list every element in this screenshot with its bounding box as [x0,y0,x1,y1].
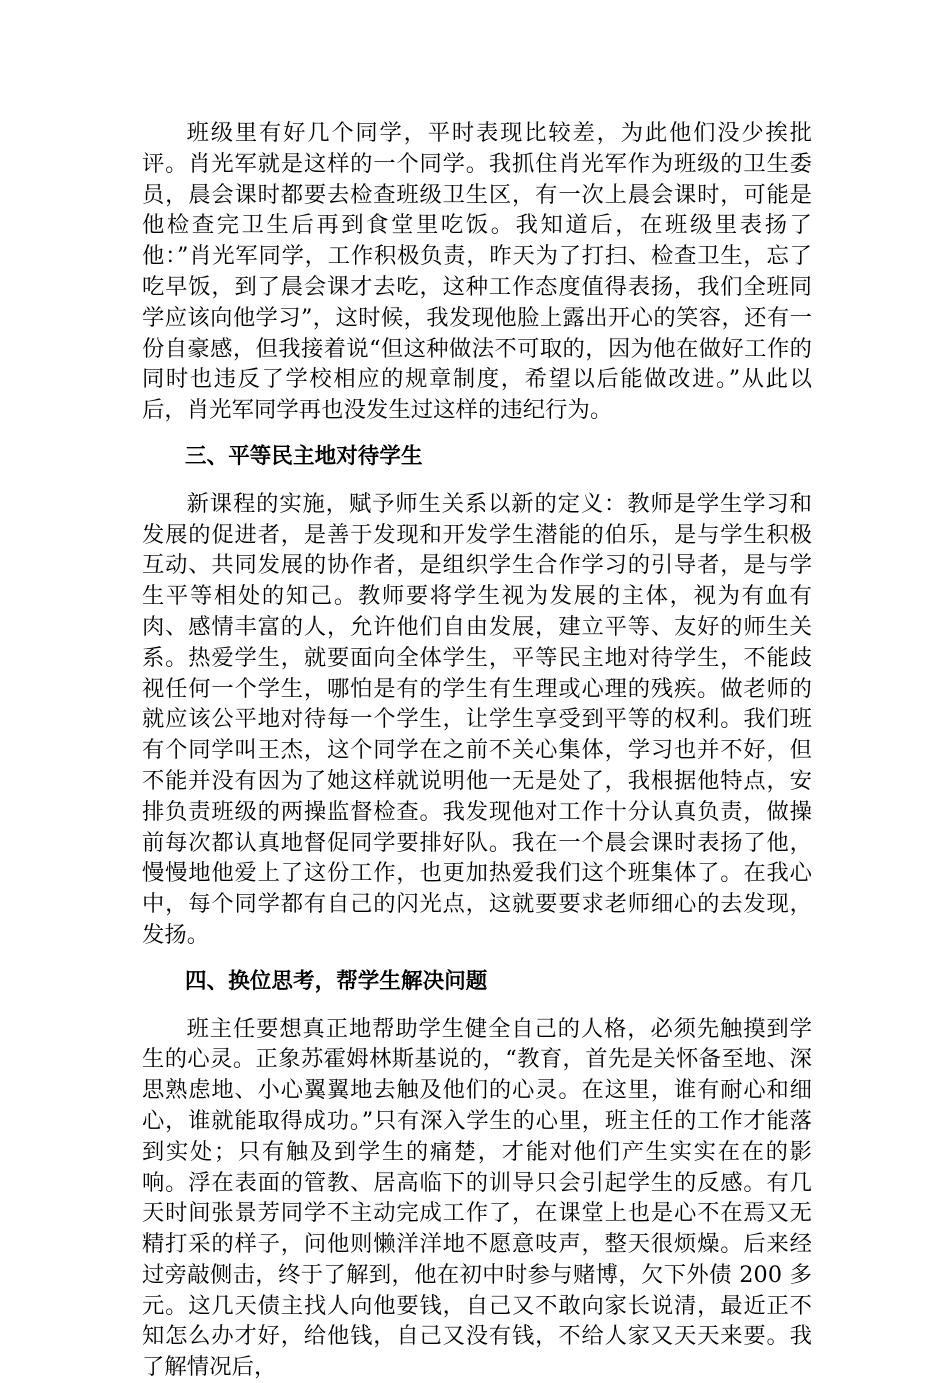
document-body [142,118,812,1383]
paragraph-class-example: 班级里有好几个同学，平时表现比较差，为此他们没少挨批评。肖光军就是这样的一个同学。我抓住肖光军作为班级的卫生委员，晨会课时都要去检查班级卫生区，有一次上晨会课时，可能是他检查完卫生后再到食堂里吃饭。我知道后，在班级里表扬了他：”肖光军同学，工作积极负责，昨天为了打扫、检查卫生，忘了吃早饭，到了晨会课才去吃，这种工作态度值得表扬，我们全班同学应该向他学习”，这时候，我发现他脸上露出开心的笑容，还有一份自豪感，但我接着说“但这种做法不可取的，因为他在做好工作的同时也违反了学校相应的规章制度，希望以后能做改进。”从此以后，肖光军同学再也没发生过这样的违纪行为。 [142,120,812,424]
section-heading-3: 三、平等民主地对待学生 [185,443,423,469]
paragraph-perspective-taking: 班主任要想真正地帮助学生健全自己的人格，必须先触摸到学生的心灵。正象苏霍姆林斯基说的，“教育，首先是关怀备至地、深思熟虑地、小心翼翼地去触及他们的心灵。在这里，谁有耐心和细心，谁就能取得成功。”只有深入学生的心里，班主任的工作才能落到实处；只有触及到学生的痛楚，才能对他们产生实实在在的影响。浮在表面的管教、居高临下的训导只会引起学生的反感。有几天时间张景芳同学不主动完成工作了，在课堂上也是心不在焉又无精打采的样子，问他则懒洋洋地不愿意吱声，整天很烦燥。后来经过旁敲侧击，终于了解到，他在初中时参与赌博，欠下外债 200 多元。这几天债主找人向他要钱，自己又不敢向家长说清，最近正不知怎么办才好，给他钱，自己又没有钱，不给人家又天天来要。我了解情况后， [142,1015,812,1381]
section-heading-4: 四、换位思考，帮学生解决问题 [185,968,488,994]
paragraph-equal-treatment: 新课程的实施，赋予师生关系以新的定义：教师是学生学习和发展的促进者，是善于发现和开发学生潜能的伯乐，是与学生积极互动、共同发展的协作者，是组织学生合作学习的引导者，是与学生平等相处的知己。教师要将学生视为发展的主体，视为有血有肉、感情丰富的人，允许他们自由发展，建立平等、友好的师生关系。热爱学生，就要面向全体学生，平等民主地对待学生，不能歧视任何一个学生，哪怕是有的学生有生理或心理的残疾。做老师的就应该公平地对待每一个学生，让学生享受到平等的权利。我们班有个同学叫王杰，这个同学在之前不关心集体，学习也并不好，但不能并没有因为了她这样就说明他一无是处了，我根据他特点，安排负责班级的两操监督检查。我发现他对工作十分认真负责，做操前每次都认真地督促同学要排好队。我在一个晨会课时表扬了他，慢慢地他爱上了这份工作，也更加热爱我们这个班集体了。在我心中，每个同学都有自己的闪光点，这就要要求老师细心的去发现，发扬。 [142,490,812,948]
